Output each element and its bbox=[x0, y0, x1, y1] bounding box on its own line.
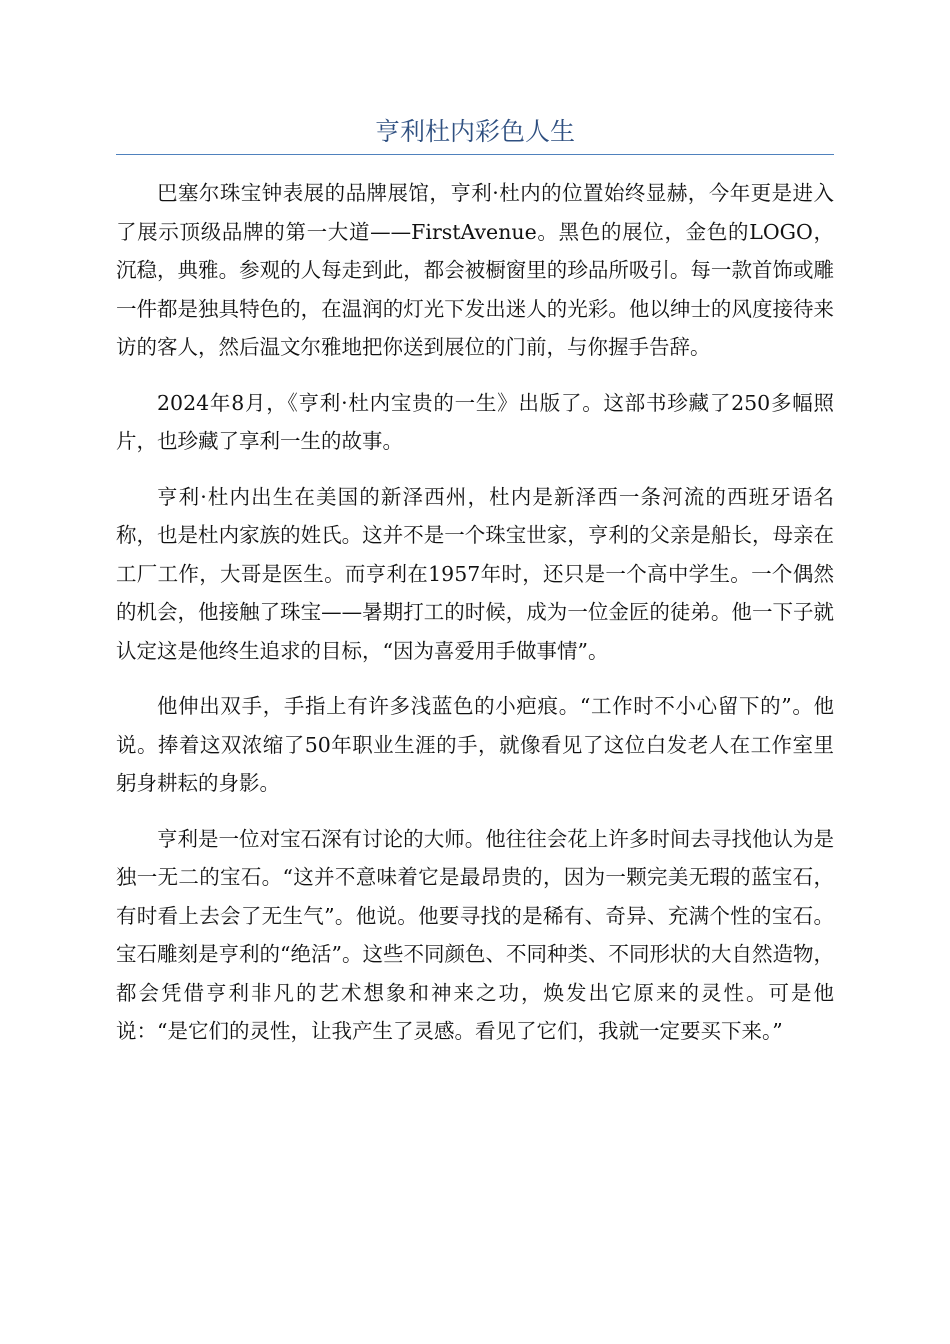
document-body bbox=[116, 174, 834, 1068]
paragraph-3: 亨利·杜内出生在美国的新泽西州，杜内是新泽西一条河流的西班牙语名称，也是杜内家族的姓氏。这并不是一个珠宝世家，亨利的父亲是船长，母亲在工厂工作，大哥是医生。而亨利在1957年时，还只是一个高中学生。一个偶然的机会，他接触了珠宝——暑期打工的时候，成为一位金匠的徒弟。他一下子就认定这是他终生追求的目标，“因为喜爱用手做事情”。 bbox=[116, 484, 834, 663]
document-title: 亨利杜内彩色人生 bbox=[374, 117, 575, 146]
paragraph-2: 2024年8月，《亨利·杜内宝贵的一生》出版了。这部书珍藏了250多幅照片，也珍藏了享利一生的故事。 bbox=[116, 390, 834, 453]
title-underline bbox=[116, 154, 834, 155]
paragraph-5: 亨利是一位对宝石深有讨论的大师。他往往会花上许多时间去寻找他认为是独一无二的宝石。“这并不意味着它是最昂贵的，因为一颗完美无瑕的蓝宝石，有时看上去会了无生气”。他说。他要寻找的是稀有、奇异、充满个性的宝石。宝石雕刻是亨利的“绝活”。这些不同颜色、不同种类、不同形状的大自然造物，都会凭借亨利非凡的艺术想象和神来之功，焕发出它原来的灵性。可是他说：“是它们的灵性，让我产生了灵感。看见了它们，我就一定要买下来。” bbox=[116, 826, 834, 1043]
paragraph-4: 他伸出双手，手指上有许多浅蓝色的小疤痕。“工作时不小心留下的”。他说。捧着这双浓缩了50年职业生涯的手，就像看见了这位白发老人在工作室里躬身耕耘的身影。 bbox=[116, 694, 834, 795]
paragraph-1: 巴塞尔珠宝钟表展的品牌展馆，亨利·杜内的位置始终显赫，今年更是进入了展示顶级品牌的第一大道——FirstAvenue。黑色的展位，金色的LOGO，沉稳，典雅。参观的人每走到此，都会被橱窗里的珍品所吸引。每一款首饰或雕一件都是独具特色的，在温润的灯光下发出迷人的光彩。他以绅士的风度接待来访的客人，然后温文尔雅地把你送到展位的门前，与你握手告辞。 bbox=[116, 181, 834, 359]
